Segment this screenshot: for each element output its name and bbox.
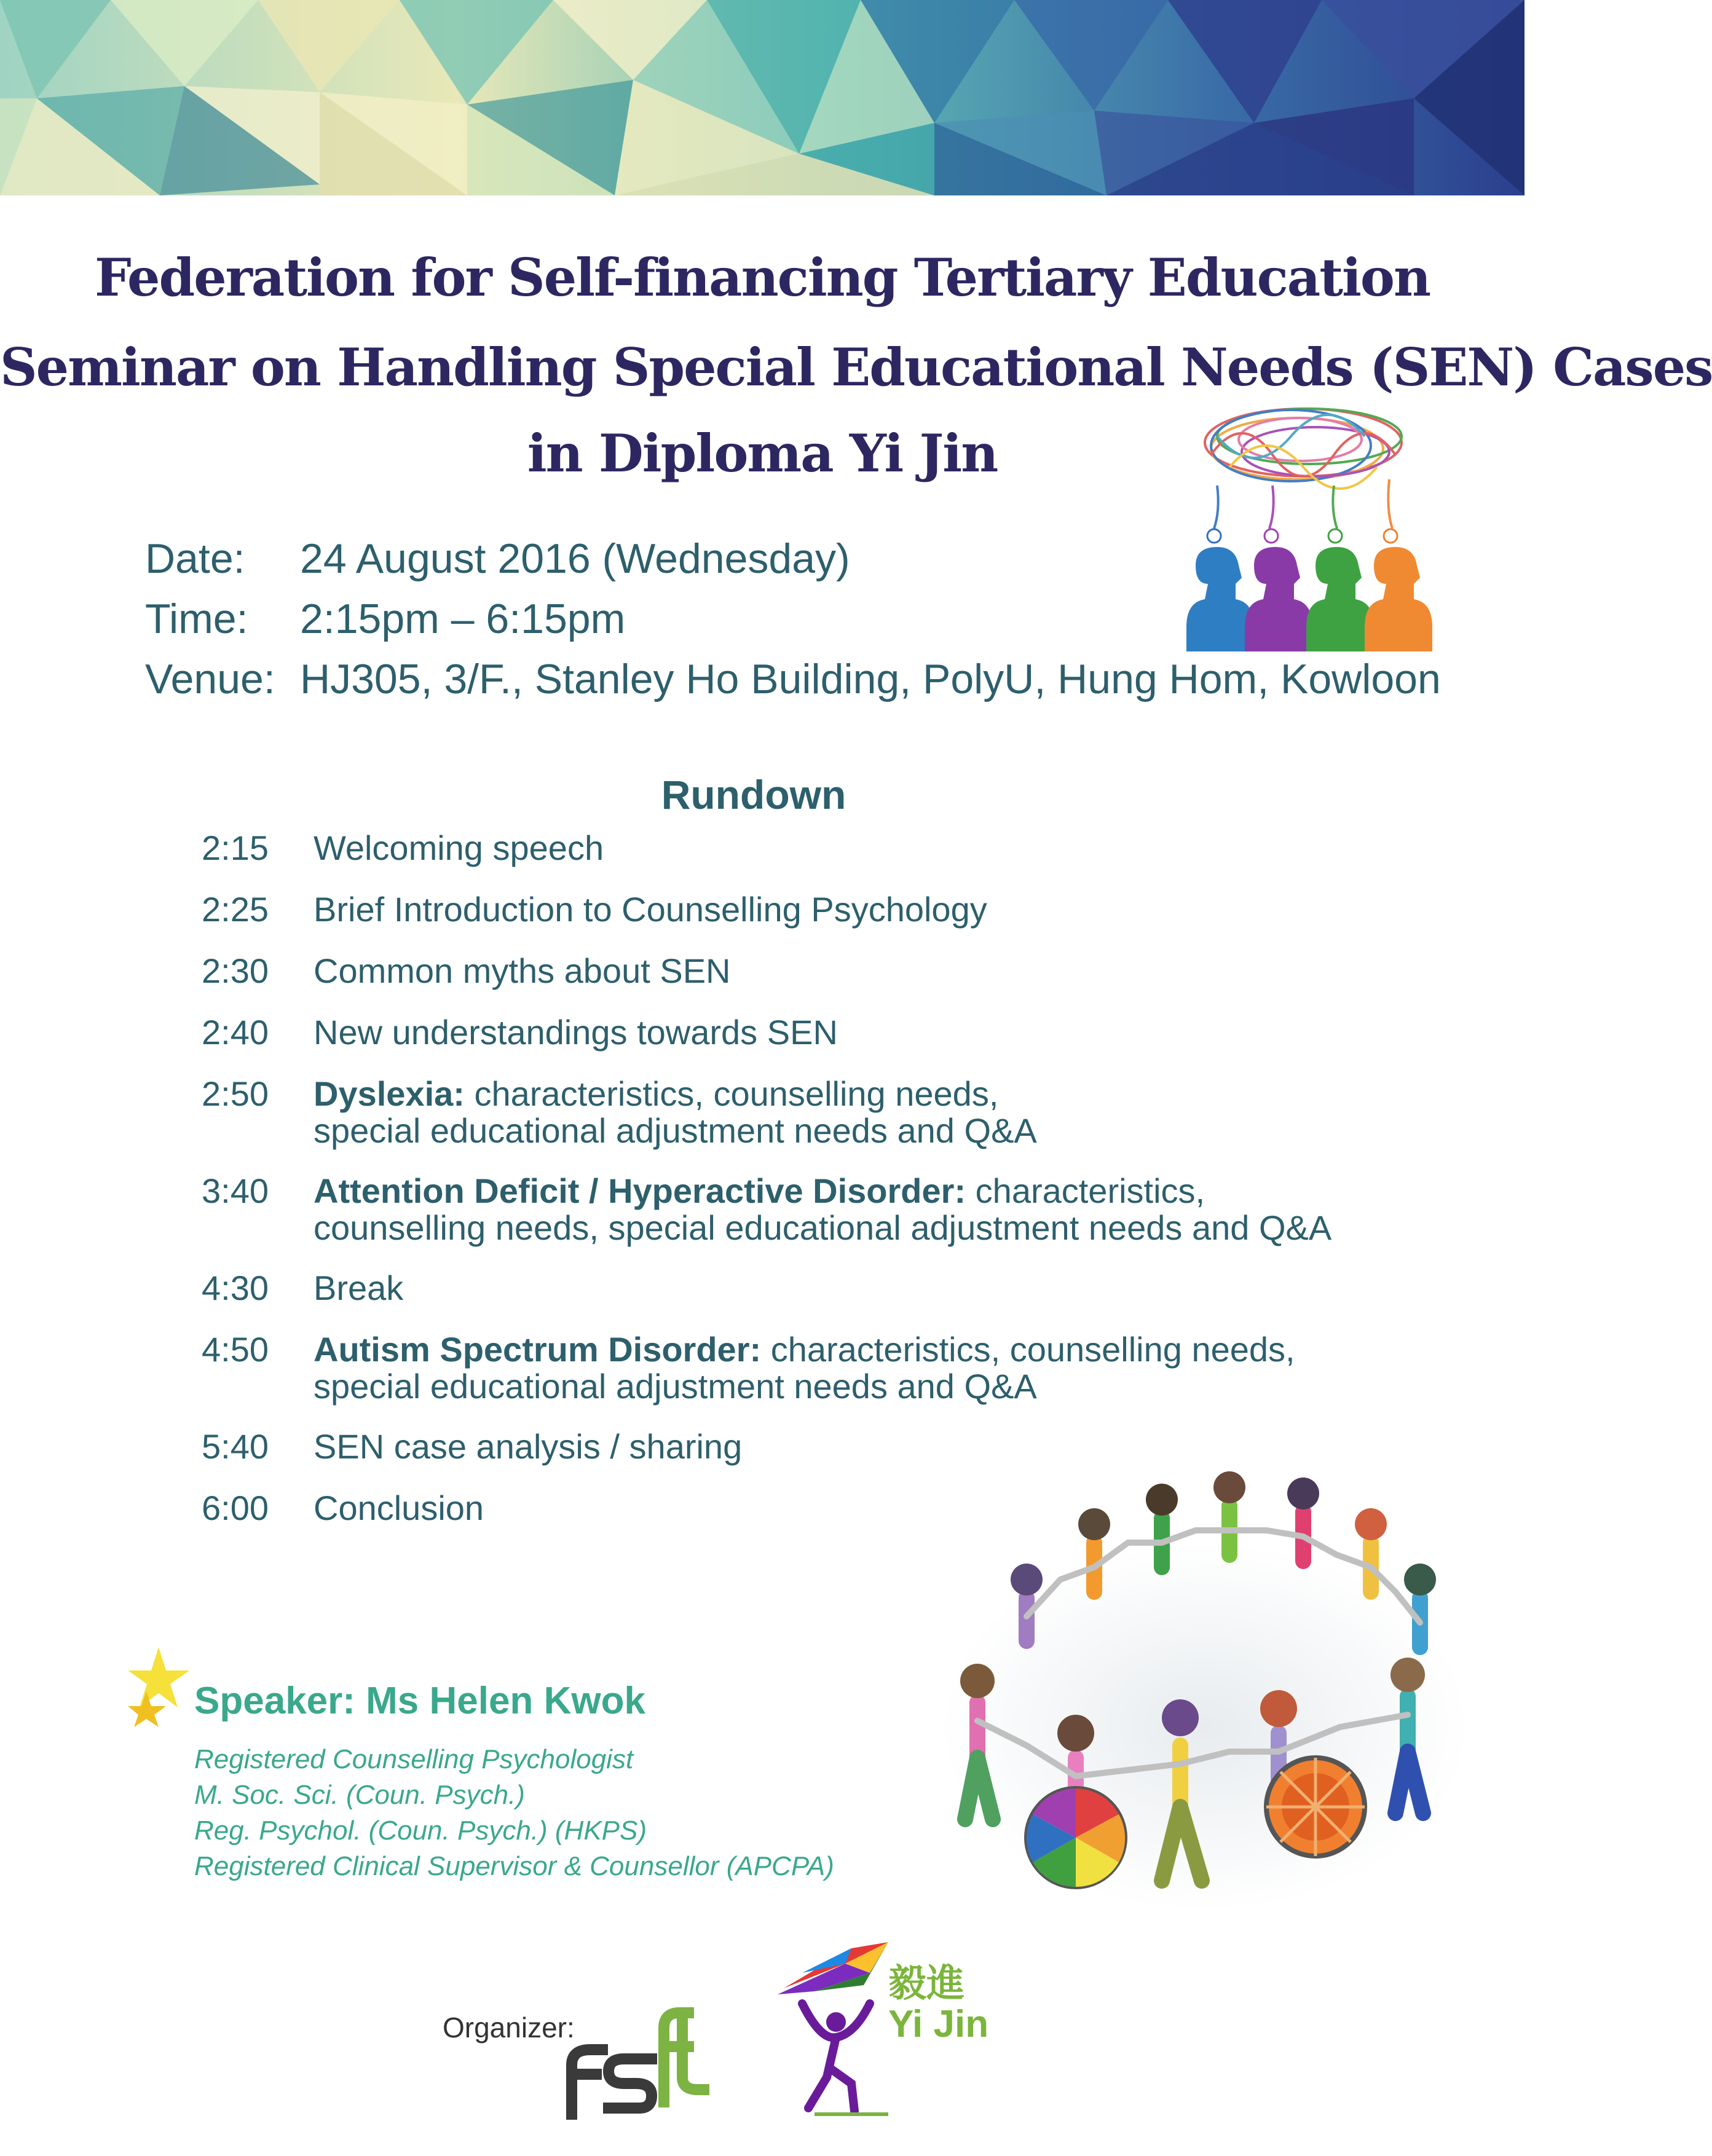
rundown-text: Brief Introduction to Counselling Psychology: [314, 890, 987, 929]
speaker-credential: Registered Counselling Psychologist: [194, 1744, 634, 1774]
venue-row: [145, 655, 1441, 703]
time-label: Time:: [145, 596, 248, 642]
yijin-logo: [778, 1936, 891, 2120]
rundown-time: 2:50: [202, 1074, 269, 1113]
organizer-label: Organizer:: [443, 2012, 575, 2044]
rundown-time: 2:30: [202, 951, 269, 990]
rundown-topic: Autism Spectrum Disorder:: [314, 1330, 762, 1369]
rundown-text: Welcoming speech: [314, 828, 604, 867]
date-row: [145, 535, 850, 583]
rundown-time: 4:30: [202, 1269, 269, 1307]
thinking-heads-illustration: [1174, 399, 1438, 651]
rundown-text: Dyslexia: characteristics, counselling needs, special educational adjustment needs and Q&A: [314, 1074, 1037, 1150]
rundown-time: 3:40: [202, 1171, 269, 1210]
people-circle-illustration: [910, 1438, 1488, 1948]
rundown-text: SEN case analysis / sharing: [314, 1427, 743, 1466]
yijin-chinese: 毅進: [888, 1962, 965, 2005]
title-line-3: in Diploma Yi Jin: [527, 423, 998, 484]
fsfe-logo: [566, 2004, 707, 2120]
rundown-text: Break: [314, 1269, 404, 1307]
rundown-time: 5:40: [202, 1427, 269, 1466]
yijin-logo-text: [888, 1964, 988, 2045]
rundown-text: Conclusion: [314, 1489, 484, 1527]
time-row: [145, 595, 625, 643]
rundown-time: 6:00: [202, 1489, 269, 1527]
speaker-credential: Registered Clinical Supervisor & Counsellor (APCPA): [194, 1851, 834, 1881]
time-value: 2:15pm – 6:15pm: [300, 596, 626, 642]
venue-value: HJ305, 3/F., Stanley Ho Building, PolyU, Hung Hom, Kowloon: [300, 656, 1441, 702]
rundown-topic: Dyslexia:: [314, 1074, 465, 1113]
rundown-topic: Attention Deficit / Hyperactive Disorder:: [314, 1171, 966, 1210]
yijin-english: Yi Jin: [888, 2003, 989, 2045]
rundown-text: New understandings towards SEN: [314, 1013, 838, 1052]
speaker-credential: M. Soc. Sci. (Coun. Psych.): [194, 1780, 525, 1810]
rundown-heading: Rundown: [661, 772, 846, 817]
title-line-2: Seminar on Handling Special Educational Needs (SEN) Cases: [0, 337, 1712, 398]
star-icon: [128, 1647, 189, 1727]
rundown-time: 2:40: [202, 1013, 269, 1052]
header-banner: [0, 0, 1525, 195]
rundown-text: Attention Deficit / Hyperactive Disorder: characteristics, counselling needs, special educational adjustment needs and Q&A: [314, 1171, 1332, 1247]
rundown-time: 4:50: [202, 1330, 269, 1369]
rundown-time: 2:25: [202, 890, 269, 929]
rundown-text: Autism Spectrum Disorder: characteristics, counselling needs, special educational adjustment needs and Q&A: [314, 1330, 1295, 1406]
date-label: Date:: [145, 535, 245, 582]
speaker-title: Speaker: Ms Helen Kwok: [194, 1680, 645, 1722]
date-value: 24 August 2016 (Wednesday): [300, 535, 850, 582]
venue-label: Venue:: [145, 656, 275, 702]
rundown-time: 2:15: [202, 828, 269, 867]
speaker-credential: Reg. Psychol. (Coun. Psych.) (HKPS): [194, 1816, 647, 1846]
title-line-1: Federation for Self-financing Tertiary Education: [94, 247, 1430, 308]
rundown-text: Common myths about SEN: [314, 951, 731, 990]
